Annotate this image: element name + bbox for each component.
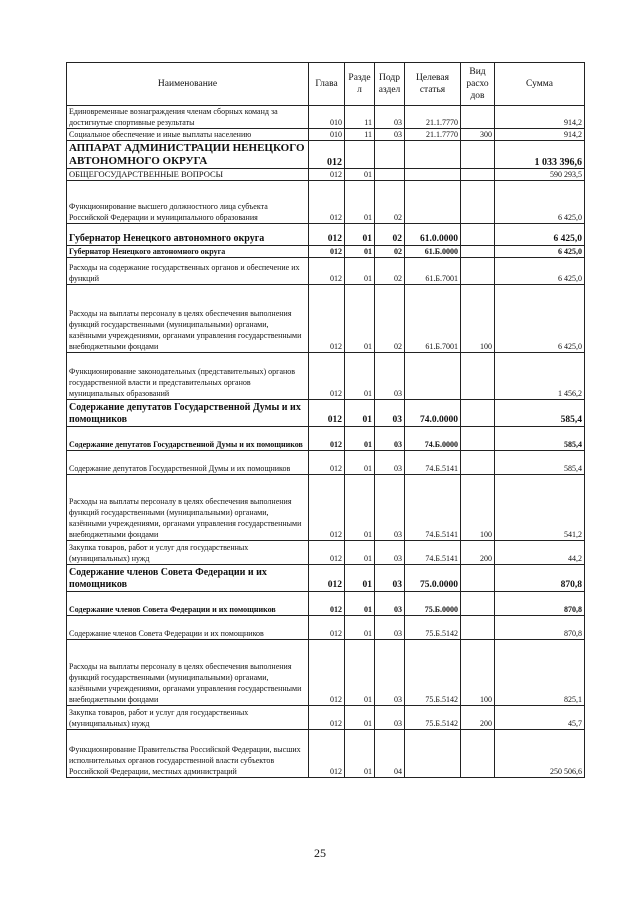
row-vid: [461, 181, 495, 224]
table-row: [67, 353, 585, 400]
table-row: [67, 106, 585, 129]
row-name: Функционирование Правительства Российской Федерации, высших исполнительных органов государственной власти субъектов Российской Федерации, местных администраций: [67, 730, 309, 778]
row-tselevaya: 74.0.0000: [405, 400, 461, 427]
row-name: Губернатор Ненецкого автономного округа: [67, 246, 309, 258]
row-summa: 6 425,0: [495, 285, 585, 353]
row-name: Расходы на содержание государственных органов и обеспечение их функций: [67, 258, 309, 285]
row-podrazdel: 03: [375, 706, 405, 730]
row-glava: 012: [309, 427, 345, 451]
col-header-podrazdel: Подр аздел: [375, 63, 405, 106]
row-vid: [461, 616, 495, 640]
row-razdel: [345, 141, 375, 169]
row-podrazdel: [375, 141, 405, 169]
row-summa: 6 425,0: [495, 246, 585, 258]
row-razdel: 01: [345, 616, 375, 640]
row-tselevaya: 74.Б.5141: [405, 541, 461, 565]
row-razdel: 01: [345, 224, 375, 246]
row-glava: 012: [309, 640, 345, 706]
row-summa: 44,2: [495, 541, 585, 565]
row-glava: 012: [309, 169, 345, 181]
table-row: [67, 224, 585, 246]
row-name: Функционирование высшего должностного лица субъекта Российской Федерации и муниципального образования: [67, 181, 309, 224]
table-row: [67, 706, 585, 730]
row-razdel: 01: [345, 285, 375, 353]
row-razdel: 01: [345, 427, 375, 451]
table-row: [67, 451, 585, 475]
row-glava: 012: [309, 541, 345, 565]
row-podrazdel: 04: [375, 730, 405, 778]
row-vid: [461, 169, 495, 181]
row-podrazdel: 03: [375, 353, 405, 400]
row-vid: [461, 427, 495, 451]
row-glava: 012: [309, 141, 345, 169]
table-row: [67, 541, 585, 565]
row-summa: 825,1: [495, 640, 585, 706]
row-podrazdel: 03: [375, 451, 405, 475]
row-glava: 012: [309, 285, 345, 353]
row-name: Расходы на выплаты персоналу в целях обеспечения выполнения функций государственными (муниципальными) органами, казёнными учреждениями, органами управления государственными внебюджетными фондами: [67, 285, 309, 353]
table-row: [67, 141, 585, 169]
row-podrazdel: 03: [375, 475, 405, 541]
row-razdel: 01: [345, 353, 375, 400]
row-razdel: 01: [345, 181, 375, 224]
row-razdel: 01: [345, 246, 375, 258]
row-tselevaya: 61.0.0000: [405, 224, 461, 246]
row-tselevaya: 61.Б.0000: [405, 246, 461, 258]
row-tselevaya: [405, 181, 461, 224]
row-name: ОБЩЕГОСУДАРСТВЕННЫЕ ВОПРОСЫ: [67, 169, 309, 181]
row-summa: 541,2: [495, 475, 585, 541]
table-row: [67, 592, 585, 616]
row-name: Единовременные вознаграждения членам сборных команд за достигнутые спортивные результаты: [67, 106, 309, 129]
table-row: [67, 400, 585, 427]
row-tselevaya: [405, 141, 461, 169]
row-name: Расходы на выплаты персоналу в целях обеспечения выполнения функций государственными (муниципальными) органами, казёнными учреждениями, органами управления государственными внебюджетными фондами: [67, 640, 309, 706]
row-glava: 010: [309, 129, 345, 141]
row-name: Губернатор Ненецкого автономного округа: [67, 224, 309, 246]
row-name: Содержание депутатов Государственной Думы и их помощников: [67, 427, 309, 451]
row-podrazdel: 03: [375, 427, 405, 451]
row-tselevaya: 74.Б.5141: [405, 451, 461, 475]
row-summa: 6 425,0: [495, 181, 585, 224]
page-number: 25: [314, 846, 326, 860]
row-vid: [461, 224, 495, 246]
row-glava: 012: [309, 730, 345, 778]
row-summa: 870,8: [495, 565, 585, 592]
row-name: Социальное обеспечение и иные выплаты населению: [67, 129, 309, 141]
budget-table: [66, 62, 585, 778]
table-row: [67, 181, 585, 224]
row-razdel: 01: [345, 400, 375, 427]
row-summa: 45,7: [495, 706, 585, 730]
row-vid: [461, 730, 495, 778]
table-row: [67, 169, 585, 181]
row-razdel: 01: [345, 541, 375, 565]
row-summa: 1 456,2: [495, 353, 585, 400]
row-summa: 585,4: [495, 400, 585, 427]
row-summa: 590 293,5: [495, 169, 585, 181]
row-vid: [461, 141, 495, 169]
row-podrazdel: 03: [375, 400, 405, 427]
row-glava: 012: [309, 706, 345, 730]
row-name: Закупка товаров, работ и услуг для государственных (муниципальных) нужд: [67, 541, 309, 565]
row-vid: 100: [461, 285, 495, 353]
row-glava: 012: [309, 258, 345, 285]
row-summa: 6 425,0: [495, 224, 585, 246]
col-header-glava: Глава: [309, 63, 345, 106]
row-tselevaya: [405, 169, 461, 181]
row-tselevaya: 61.Б.7001: [405, 258, 461, 285]
row-summa: 870,8: [495, 592, 585, 616]
row-razdel: 11: [345, 129, 375, 141]
row-vid: [461, 106, 495, 129]
table-row: [67, 730, 585, 778]
table-row: [67, 640, 585, 706]
row-tselevaya: 75.Б.5142: [405, 640, 461, 706]
table-row: [67, 565, 585, 592]
row-podrazdel: [375, 169, 405, 181]
table-row: [67, 616, 585, 640]
row-summa: 914,2: [495, 106, 585, 129]
row-razdel: 01: [345, 706, 375, 730]
row-glava: 012: [309, 592, 345, 616]
col-header-vid: Вид расхо дов: [461, 63, 495, 106]
row-summa: 1 033 396,6: [495, 141, 585, 169]
budget-sheet: [66, 62, 584, 778]
row-glava: 012: [309, 353, 345, 400]
row-podrazdel: 03: [375, 640, 405, 706]
row-tselevaya: 75.0.0000: [405, 565, 461, 592]
row-podrazdel: 03: [375, 565, 405, 592]
row-razdel: 01: [345, 565, 375, 592]
table-row: [67, 427, 585, 451]
row-podrazdel: 02: [375, 285, 405, 353]
row-name: Закупка товаров, работ и услуг для государственных (муниципальных) нужд: [67, 706, 309, 730]
col-header-tselevaya: Целевая статья: [405, 63, 461, 106]
row-podrazdel: 02: [375, 246, 405, 258]
row-podrazdel: 03: [375, 106, 405, 129]
row-summa: 585,4: [495, 427, 585, 451]
row-vid: [461, 565, 495, 592]
row-podrazdel: 02: [375, 181, 405, 224]
row-tselevaya: 21.1.7770: [405, 106, 461, 129]
row-summa: 585,4: [495, 451, 585, 475]
row-podrazdel: 03: [375, 616, 405, 640]
row-podrazdel: 03: [375, 541, 405, 565]
row-tselevaya: 61.Б.7001: [405, 285, 461, 353]
row-name: Содержание членов Совета Федерации и их помощников: [67, 592, 309, 616]
row-tselevaya: 75.Б.5142: [405, 706, 461, 730]
row-vid: 100: [461, 640, 495, 706]
row-podrazdel: 03: [375, 129, 405, 141]
row-summa: 250 506,6: [495, 730, 585, 778]
row-vid: [461, 246, 495, 258]
row-glava: 012: [309, 181, 345, 224]
table-row: [67, 246, 585, 258]
table-row: [67, 129, 585, 141]
row-tselevaya: [405, 730, 461, 778]
row-podrazdel: 02: [375, 224, 405, 246]
col-header-name: Наименование: [67, 63, 309, 106]
row-glava: 010: [309, 106, 345, 129]
row-razdel: 01: [345, 640, 375, 706]
row-podrazdel: 03: [375, 592, 405, 616]
table-row: [67, 475, 585, 541]
row-name: Расходы на выплаты персоналу в целях обеспечения выполнения функций государственными (муниципальными) органами, казёнными учреждениями, органами управления государственными внебюджетными фондами: [67, 475, 309, 541]
row-glava: 012: [309, 475, 345, 541]
table-header-row: [67, 63, 585, 106]
row-vid: 200: [461, 706, 495, 730]
row-glava: 012: [309, 565, 345, 592]
row-name: Содержание членов Совета Федерации и их помощников: [67, 565, 309, 592]
row-name: Функционирование законодательных (представительных) органов государственной власти и представительных органов муниципальных образований: [67, 353, 309, 400]
row-vid: 300: [461, 129, 495, 141]
row-glava: 012: [309, 224, 345, 246]
row-glava: 012: [309, 616, 345, 640]
table-row: [67, 285, 585, 353]
row-name: Содержание депутатов Государственной Думы и их помощников: [67, 451, 309, 475]
row-podrazdel: 02: [375, 258, 405, 285]
col-header-razdel: Разде л: [345, 63, 375, 106]
row-razdel: 11: [345, 106, 375, 129]
row-tselevaya: 75.Б.5142: [405, 616, 461, 640]
row-tselevaya: [405, 353, 461, 400]
row-vid: [461, 451, 495, 475]
row-vid: 100: [461, 475, 495, 541]
row-glava: 012: [309, 246, 345, 258]
row-razdel: 01: [345, 258, 375, 285]
row-razdel: 01: [345, 592, 375, 616]
row-glava: 012: [309, 400, 345, 427]
row-vid: [461, 592, 495, 616]
row-tselevaya: 75.Б.0000: [405, 592, 461, 616]
row-name: Содержание членов Совета Федерации и их помощников: [67, 616, 309, 640]
row-summa: 914,2: [495, 129, 585, 141]
row-glava: 012: [309, 451, 345, 475]
row-razdel: 01: [345, 475, 375, 541]
row-vid: [461, 258, 495, 285]
row-vid: 200: [461, 541, 495, 565]
row-summa: 870,8: [495, 616, 585, 640]
row-name: Содержание депутатов Государственной Думы и их помощников: [67, 400, 309, 427]
row-vid: [461, 400, 495, 427]
row-name: АППАРАТ АДМИНИСТРАЦИИ НЕНЕЦКОГО АВТОНОМНОГО ОКРУГА: [67, 141, 309, 169]
row-vid: [461, 353, 495, 400]
row-summa: 6 425,0: [495, 258, 585, 285]
row-razdel: 01: [345, 730, 375, 778]
col-header-summa: Сумма: [495, 63, 585, 106]
row-razdel: 01: [345, 451, 375, 475]
table-row: [67, 258, 585, 285]
row-tselevaya: 74.Б.0000: [405, 427, 461, 451]
row-razdel: 01: [345, 169, 375, 181]
row-tselevaya: 74.Б.5141: [405, 475, 461, 541]
row-tselevaya: 21.1.7770: [405, 129, 461, 141]
